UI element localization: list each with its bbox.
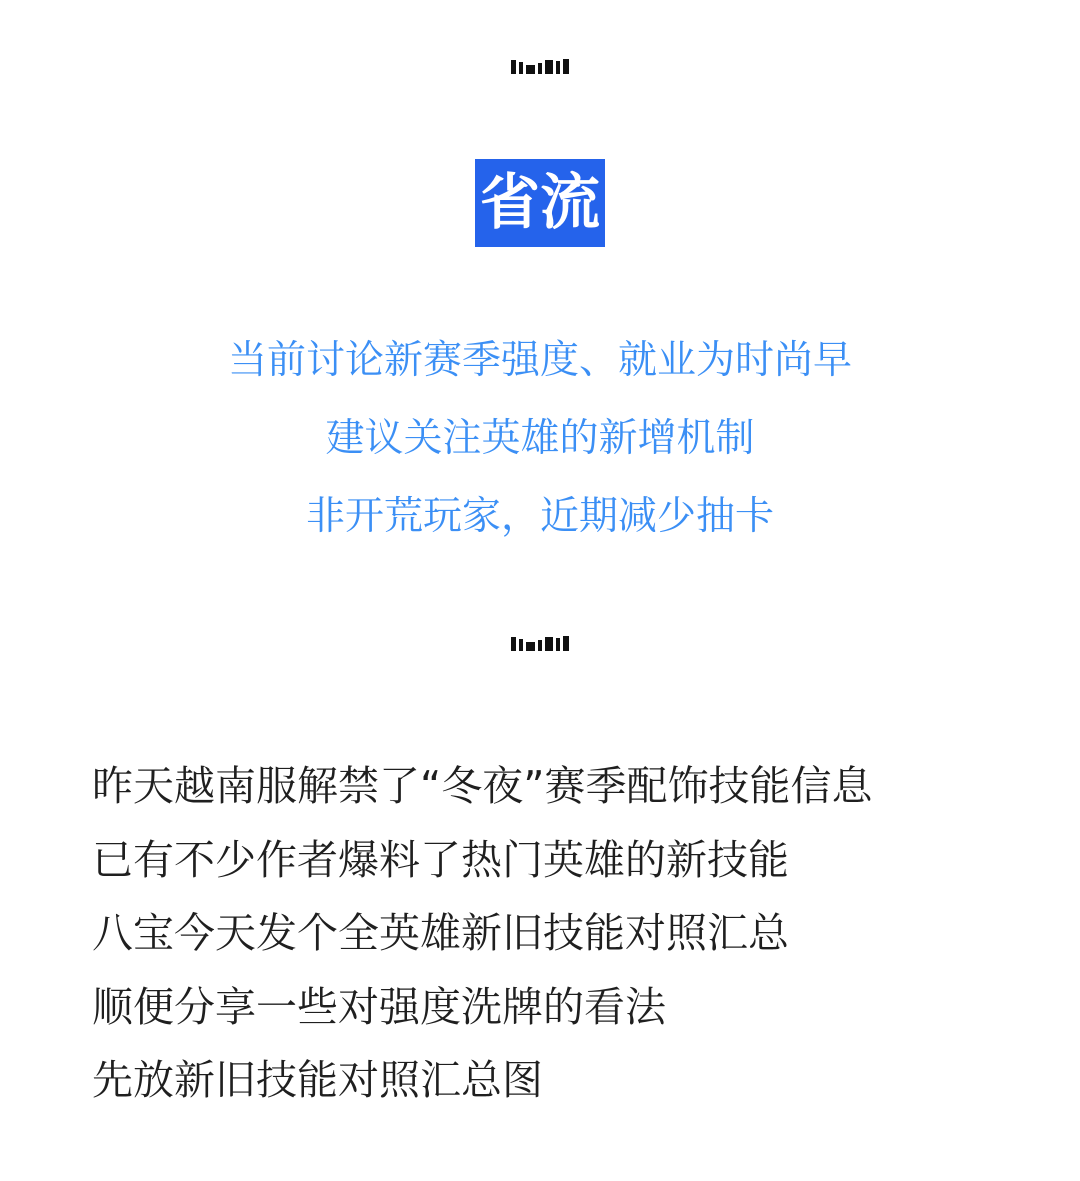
summary-badge: 省流 (475, 159, 605, 247)
body-line: 已有不少作者爆料了热门英雄的新技能 (92, 835, 789, 884)
summary-line: 建议关注英雄的新增机制 (325, 416, 755, 461)
summary-list (0, 322, 1080, 556)
body-line: 昨天越南服解禁了“冬夜”赛季配饰技能信息 (92, 762, 873, 810)
middle-divider (0, 634, 1080, 652)
summary-line: 当前讨论新赛季强度、就业为时尚早 (227, 338, 852, 383)
bar-divider-icon (511, 57, 569, 75)
summary-line: 非开荒玩家，近期减少抽卡 (305, 494, 774, 539)
summary-badge-wrapper (0, 159, 1080, 247)
body-line: 八宝今天发个全英雄新旧技能对照汇总 (92, 909, 789, 957)
top-divider (0, 57, 1080, 75)
article-intro (92, 750, 992, 1118)
body-line: 先放新旧技能对照汇总图 (92, 1056, 543, 1104)
bar-divider-icon (511, 634, 569, 652)
body-line: 顺便分享一些对强度洗牌的看法 (92, 982, 666, 1031)
